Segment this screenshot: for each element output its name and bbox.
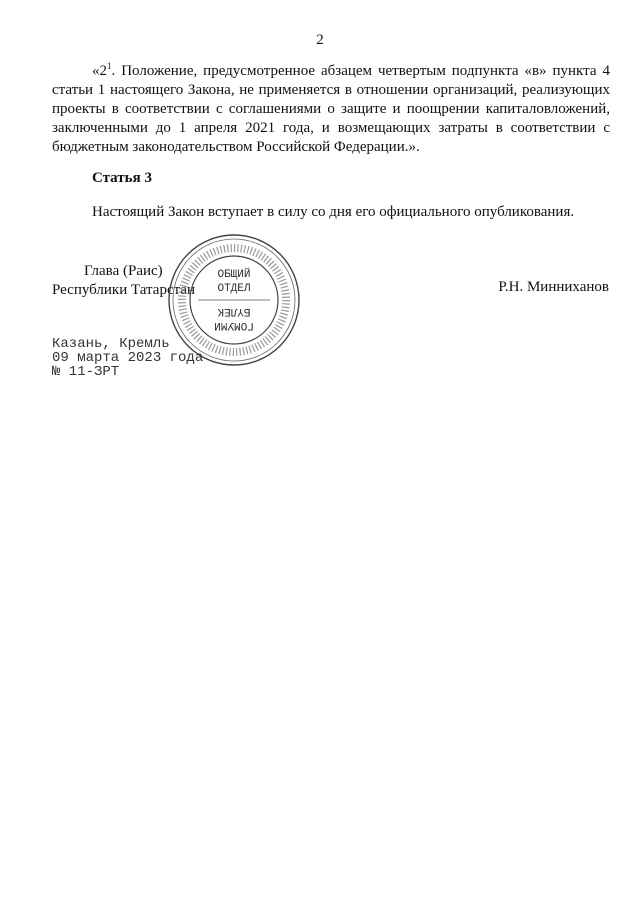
page-number: 2 [316,32,324,48]
signature-role-line1: Глава (Раис) [84,263,163,279]
stamp-line1: ОБЩИЙ [217,269,251,281]
footer-block [52,337,203,379]
paragraph-amendment [52,62,610,157]
footer-number: № 11-ЗРТ [52,364,120,380]
stamp-line4: ГОМУМИ [214,319,254,331]
footer-place: Казань, Кремль [52,336,170,352]
footer-date: 09 марта 2023 года [52,350,204,366]
paragraph-text: . Положение, предусмотренное абзацем четвертым подпункта «в» пункта 4 статьи 1 настоящего Закона, не применяется в отношении организаций, реализующих проекты в соответствии с соглашениями о защите и поощрении капиталовложений, заключенными до 1 апреля 2021 года, и возмещающих затраты в соответствии с бюджетным законодательством Российской Федерации.». [52,63,610,155]
stamp-line2: ОТДЕЛ [217,283,251,295]
paragraph-lead: «2 [92,63,107,79]
article-title: Статья 3 [92,170,152,186]
signature-name: Р.Н. Минниханов [498,279,609,295]
paragraph-superscript: 1 [107,61,112,71]
article-text: Настоящий Закон вступает в силу со дня его официального опубликования. [92,204,575,220]
stamp-line3: БҮЛЕК [217,305,251,317]
signature-role-line2: Республики Татарстан [52,282,196,298]
